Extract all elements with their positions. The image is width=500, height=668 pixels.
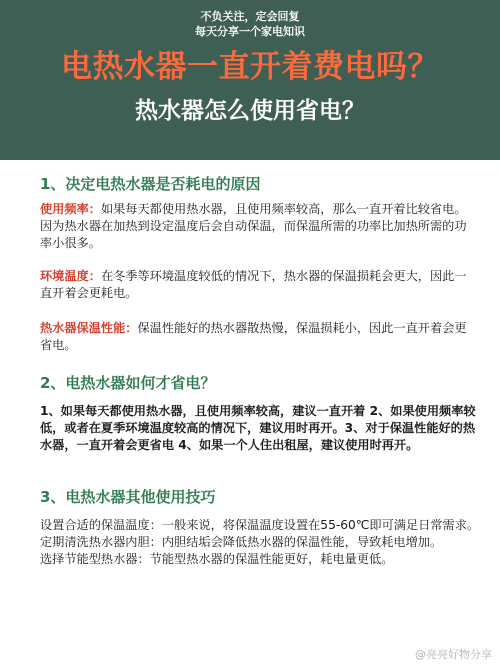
page-title: 电热水器一直开着费电吗？ xyxy=(61,49,439,85)
section1-heading: 1、决定电热水器是否耗电的原因 xyxy=(40,175,261,193)
reason-insulation xyxy=(40,320,470,354)
section2-text: 1、如果每天都使用热水器，且使用频率较高，建议一直开着 2、如果使用频率较低，或者在夏季环境温度较高的情况下，建议用时再开。3、对于保温性能好的热水器，一直开着会更省电 4、如果一个人住出租屋，建议使用时再开。 xyxy=(40,404,476,452)
top-note-line1: 不负关注，定会回复 xyxy=(200,10,300,23)
reason-key: 使用频率： xyxy=(40,202,101,216)
reason-text: 如果每天都使用热水器，且使用频率较高，那么一直开着比较省电。因为热水器在加热到设定温度后会自动保温，而保温所需的功率比加热所需的功率小很多。 xyxy=(40,202,467,250)
reason-usage-frequency xyxy=(40,201,470,252)
watermark: @亮亮好物分享 xyxy=(415,648,492,661)
tips-list xyxy=(40,517,480,568)
reason-text: 保温性能好的热水器散热慢，保温损耗小，因此一直开着会更省电。 xyxy=(40,321,467,352)
top-note-line2: 每天分享一个家电知识 xyxy=(195,25,305,38)
tip-line: 选择节能型热水器：节能型热水器的保温性能更好，耗电量更低。 xyxy=(40,552,394,566)
reason-ambient-temperature xyxy=(40,268,470,302)
page-subtitle: 热水器怎么使用省电？ xyxy=(135,98,365,124)
reason-text: 在冬季等环境温度较低的情况下，热水器的保温损耗会更大，因此一直开着会更耗电。 xyxy=(40,269,467,300)
tip-line: 定期清洗热水器内胆：内胆结垢会降低热水器的保温性能，导致耗电增加。 xyxy=(40,535,443,549)
section3-heading: 3、电热水器其他使用技巧 xyxy=(40,488,216,506)
section2-heading: 2、电热水器如何才省电？ xyxy=(40,374,216,392)
reason-key: 热水器保温性能： xyxy=(40,321,138,335)
reason-key: 环境温度： xyxy=(40,269,101,283)
header-banner xyxy=(0,0,500,160)
tip-line: 设置合适的保温温度：一般来说，将保温温度设置在55-60℃即可满足日常需求。 xyxy=(40,518,480,532)
